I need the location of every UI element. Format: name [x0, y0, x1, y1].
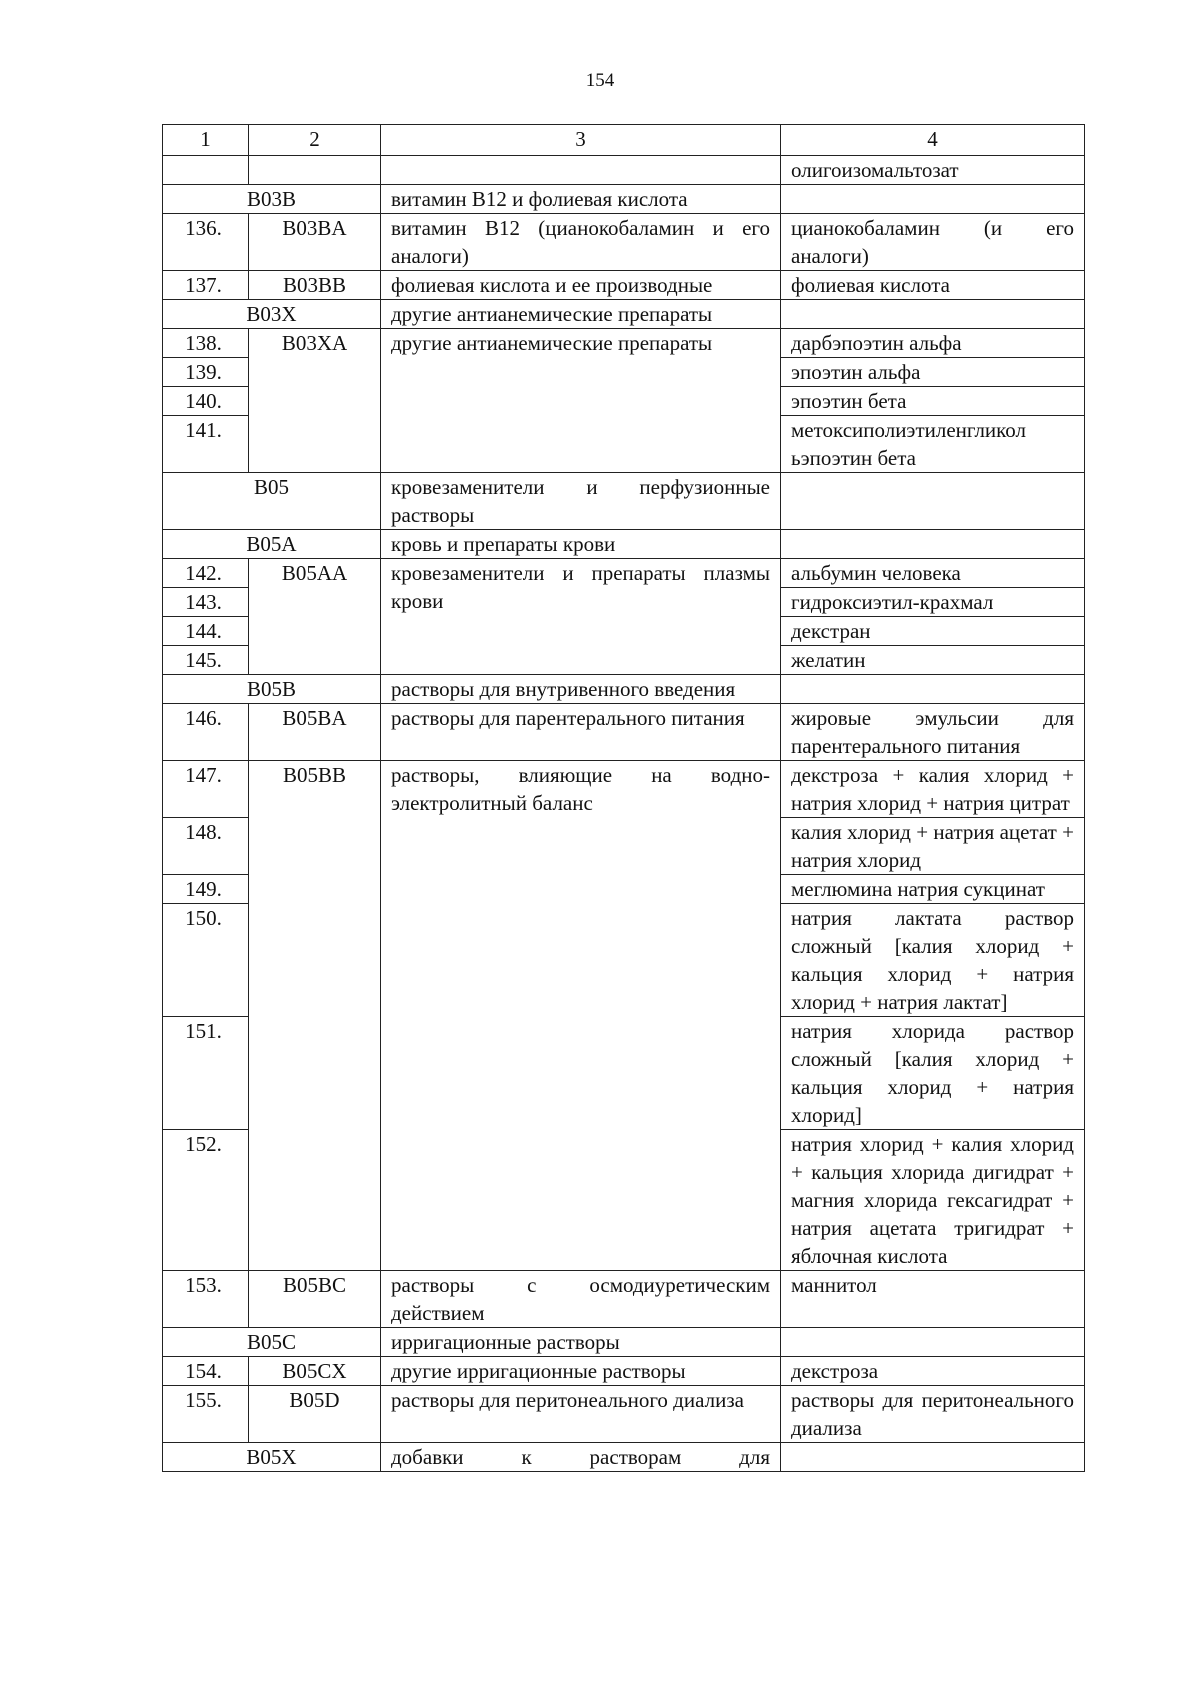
atc-code: B05BA: [249, 704, 381, 761]
column-header-2: 2: [249, 125, 381, 156]
row-number: 139.: [163, 358, 249, 387]
group-description: кровезаменители и перфузионные растворы: [381, 473, 781, 530]
group-row: [163, 473, 1085, 530]
group-description: витамин B12 (цианокобаламин и его аналоги): [381, 214, 781, 271]
group-description: фолиевая кислота и ее производные: [381, 271, 781, 300]
group-description: другие антианемические препараты: [381, 300, 781, 329]
drug-name: калия хлорид + натрия ацетат + натрия хлорид: [781, 818, 1085, 875]
atc-code: B03BA: [249, 214, 381, 271]
group-row: [163, 300, 1085, 329]
drug-name: меглюмина натрия сукцинат: [781, 875, 1085, 904]
atc-code: B03XA: [249, 329, 381, 473]
atc-medicines-table: [162, 124, 1085, 1472]
group-description: кровь и препараты крови: [381, 530, 781, 559]
row-number: 151.: [163, 1017, 249, 1130]
row-number: 152.: [163, 1130, 249, 1271]
table-row: [163, 704, 1085, 761]
drug-name: растворы для перитонеального диализа: [781, 1386, 1085, 1443]
atc-code: B03X: [163, 300, 381, 329]
table-row: [163, 1386, 1085, 1443]
atc-code: B05C: [163, 1328, 381, 1357]
row-number: 154.: [163, 1357, 249, 1386]
drug-name: декстроза + калия хлорид + натрия хлорид + натрия цитрат: [781, 761, 1085, 818]
drug-name: декстроза: [781, 1357, 1085, 1386]
group-row: [163, 1443, 1085, 1472]
row-number: 141.: [163, 416, 249, 473]
group-description: кровезаменители и препараты плазмы крови: [381, 559, 781, 675]
table-row: [163, 559, 1085, 588]
group-row: [163, 185, 1085, 214]
group-row: [163, 530, 1085, 559]
drug-name: натрия хлорид + калия хлорид + кальция хлорида дигидрат + магния хлорида гексагидрат + натрия ацетата тригидрат + яблочная кислота: [781, 1130, 1085, 1271]
atc-code: B03BB: [249, 271, 381, 300]
table-row: [163, 1271, 1085, 1328]
table-row: [163, 761, 1085, 818]
row-number: 150.: [163, 904, 249, 1017]
atc-code: B05X: [163, 1443, 381, 1472]
group-description: другие антианемические препараты: [381, 329, 781, 473]
group-description: растворы, влияющие на водно-электролитный баланс: [381, 761, 781, 1271]
row-number: 147.: [163, 761, 249, 818]
drug-name: цианокобаламин (и его аналоги): [781, 214, 1085, 271]
drug-name: жировые эмульсии для парентерального питания: [781, 704, 1085, 761]
group-description: ирригационные растворы: [381, 1328, 781, 1357]
group-description: растворы с осмодиуретическим действием: [381, 1271, 781, 1328]
atc-code: B05: [163, 473, 381, 530]
atc-code: B05BC: [249, 1271, 381, 1328]
atc-code: B05B: [163, 675, 381, 704]
table-row: [163, 156, 1085, 185]
drug-name: дарбэпоэтин альфа: [781, 329, 1085, 358]
atc-code: B05BB: [249, 761, 381, 1271]
row-number: 143.: [163, 588, 249, 617]
table-row: [163, 329, 1085, 358]
drug-name: натрия хлорида раствор сложный [калия хлорид + кальция хлорид + натрия хлорид]: [781, 1017, 1085, 1130]
group-row: [163, 675, 1085, 704]
group-description: растворы для внутривенного введения: [381, 675, 781, 704]
row-number: 145.: [163, 646, 249, 675]
row-number: 153.: [163, 1271, 249, 1328]
row-number: 146.: [163, 704, 249, 761]
column-header-row: [163, 125, 1085, 156]
drug-name: декстран: [781, 617, 1085, 646]
drug-name: метоксиполиэтиленгликол ьэпоэтин бета: [781, 416, 1085, 473]
row-number: 137.: [163, 271, 249, 300]
table-row: [163, 271, 1085, 300]
row-number: 155.: [163, 1386, 249, 1443]
atc-code: B05CX: [249, 1357, 381, 1386]
atc-code: B03B: [163, 185, 381, 214]
row-number: 136.: [163, 214, 249, 271]
table-row: [163, 1357, 1085, 1386]
row-number: 142.: [163, 559, 249, 588]
atc-code: B05D: [249, 1386, 381, 1443]
page-number: 154: [585, 70, 615, 91]
group-description: добавки к растворам для: [381, 1443, 781, 1472]
group-description: другие ирригационные растворы: [381, 1357, 781, 1386]
group-description: витамин B12 и фолиевая кислота: [381, 185, 781, 214]
column-header-4: 4: [781, 125, 1085, 156]
row-number: 149.: [163, 875, 249, 904]
column-header-1: 1: [163, 125, 249, 156]
group-description: растворы для парентерального питания: [381, 704, 781, 761]
table-row: [163, 214, 1085, 271]
drug-name: фолиевая кислота: [781, 271, 1085, 300]
atc-code: B05AA: [249, 559, 381, 675]
row-number: 144.: [163, 617, 249, 646]
atc-code: B05A: [163, 530, 381, 559]
drug-name: эпоэтин альфа: [781, 358, 1085, 387]
column-header-3: 3: [381, 125, 781, 156]
row-number: 148.: [163, 818, 249, 875]
drug-name: натрия лактата раствор сложный [калия хлорид + кальция хлорид + натрия хлорид + натрия лактат]: [781, 904, 1085, 1017]
drug-name: желатин: [781, 646, 1085, 675]
drug-name: олигоизомальтозат: [781, 156, 1085, 185]
drug-name: эпоэтин бета: [781, 387, 1085, 416]
row-number: 140.: [163, 387, 249, 416]
row-number: 138.: [163, 329, 249, 358]
drug-name: гидроксиэтил-крахмал: [781, 588, 1085, 617]
drug-name: альбумин человека: [781, 559, 1085, 588]
drug-name: маннитол: [781, 1271, 1085, 1328]
group-row: [163, 1328, 1085, 1357]
group-description: растворы для перитонеального диализа: [381, 1386, 781, 1443]
